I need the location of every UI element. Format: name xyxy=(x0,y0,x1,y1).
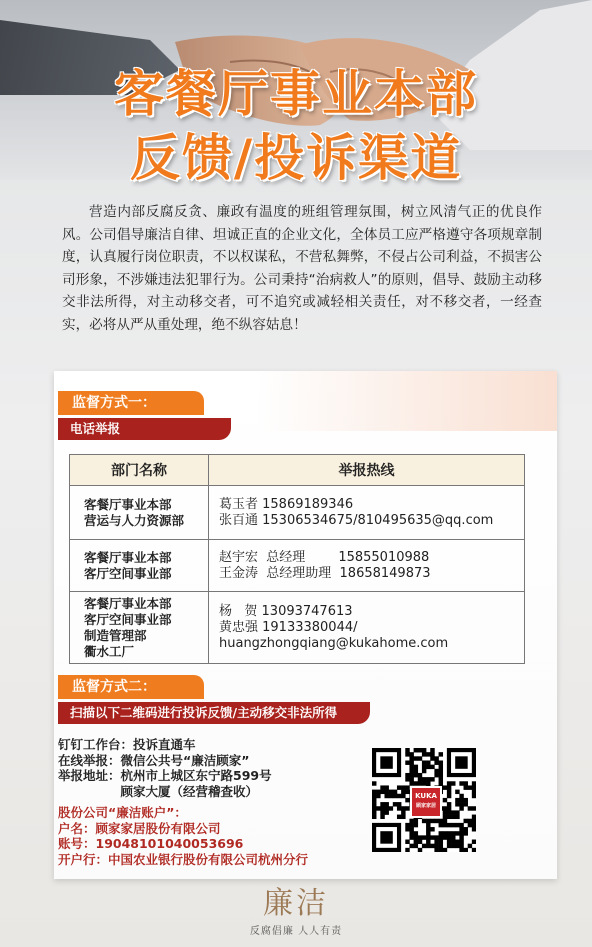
hotline-cell: 杨 贺 13093747613 黄忠强 19133380044/ huangzhongqiang@kukahome.com xyxy=(209,592,525,664)
header-dept: 部门名称 xyxy=(70,455,209,486)
table-row xyxy=(70,540,525,592)
contact-dingtalk: 钉钉工作台：投诉直通车 xyxy=(58,737,196,752)
table-row xyxy=(70,592,525,664)
table-row xyxy=(70,486,525,540)
page-title-line2: 反馈/投诉渠道 xyxy=(129,129,463,187)
method2-sub: 扫描以下二维码进行投诉反馈/主动移交非法所得 xyxy=(58,702,370,724)
account-bank: 开户行：中国农业银行股份有限公司杭州分行 xyxy=(58,851,309,867)
dept-cell: 客餐厅事业本部 客厅空间事业部 制造管理部 衢水工厂 xyxy=(70,592,209,664)
dept-cell: 客餐厅事业本部 营运与人力资源部 xyxy=(70,486,209,540)
intro-text: 营造内部反腐反贪、廉政有温度的班组管理氛围，树立风清气正的优良作风。公司倡导廉洁自律、坦诚正直的企业文化，全体员工应严格遵守各项规章制度，认真履行岗位职责，不以权谋私，不营私舞弊，不侵占公司利益，不损害公司形象，不涉嫌违法犯罪行为。公司秉持“治病救人”的原则，倡导、鼓励主动移交非法所得，对主动移交者，可不追究或减轻相关责任，对不移交者，一经查实，必将从严从重处理，绝不纵容姑息！ xyxy=(62,204,542,333)
account-number: 账号：19048101040053696 xyxy=(58,836,244,851)
footer-logo-text: 廉洁 xyxy=(263,886,329,921)
kuka-logo-icon: KUKA 顾家家居 xyxy=(410,786,442,818)
account-title: 股份公司“廉洁账户”： xyxy=(58,805,187,820)
hotline-table xyxy=(69,454,525,664)
method1-label: 监督方式一： xyxy=(58,391,204,415)
account-name: 户名：顾家家居股份有限公司 xyxy=(58,820,221,836)
method1-sub: 电话举报 xyxy=(58,418,231,440)
intro-paragraph xyxy=(62,201,542,337)
contact-address-2: 顾家大厦（经营稽查收） xyxy=(58,783,259,799)
hotline-cell: 葛玉者 15869189346 张百通 15306534675/810495635@qq.com xyxy=(209,486,525,540)
qr-code[interactable] xyxy=(372,748,476,852)
table-header-row xyxy=(70,455,525,486)
header-hotline: 举报热线 xyxy=(209,455,525,486)
footer-logo xyxy=(0,878,592,937)
dept-cell: 客餐厅事业本部 客厅空间事业部 xyxy=(70,540,209,592)
method2-label: 监督方式二： xyxy=(58,675,204,699)
account-info xyxy=(58,805,308,867)
contact-address: 举报地址：杭州市上城区东宁路599号 xyxy=(58,768,272,783)
page-title-line1: 客餐厅事业本部 xyxy=(114,65,478,123)
hotline-cell: 赵宇宏 总经理 15855010988 王金涛 总经理助理 18658149873 xyxy=(209,540,525,592)
footer-slogan: 反腐倡廉 人人有责 xyxy=(249,926,343,937)
contact-wechat: 在线举报：微信公共号“廉洁顾家” xyxy=(58,752,250,768)
contact-info xyxy=(58,737,272,799)
